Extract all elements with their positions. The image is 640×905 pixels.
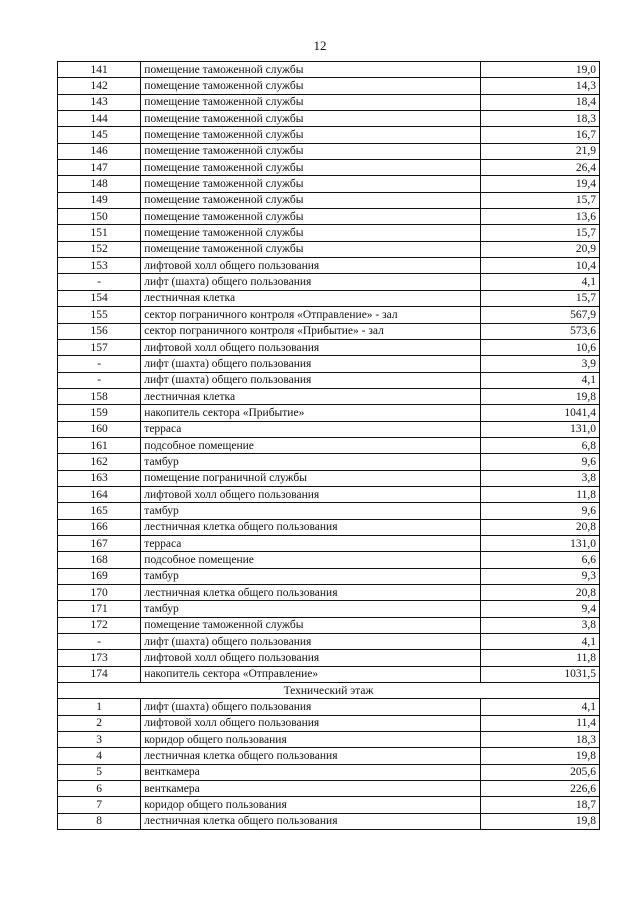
room-number-cell: -	[58, 372, 141, 388]
room-area-cell: 10,6	[480, 339, 599, 355]
rooms-table	[57, 61, 600, 830]
room-name-cell: лифт (шахта) общего пользования	[141, 634, 480, 650]
room-name-cell: лестничная клетка общего пользования	[141, 813, 480, 829]
room-name-cell: накопитель сектора «Отправление»	[141, 666, 480, 682]
page-number: 12	[313, 38, 327, 53]
room-name-cell: сектор пограничного контроля «Прибытие» - зал	[141, 323, 480, 339]
table-row	[58, 748, 600, 764]
table-row	[58, 160, 600, 176]
room-name-cell: помещение таможенной службы	[141, 225, 480, 241]
room-area-cell: 3,8	[480, 617, 599, 633]
table-row	[58, 111, 600, 127]
room-name-cell: лестничная клетка общего пользования	[141, 519, 480, 535]
room-name-cell: помещение таможенной службы	[141, 209, 480, 225]
table-row	[58, 388, 600, 404]
room-area-cell: 131,0	[480, 535, 599, 551]
room-area-cell: 9,6	[480, 503, 599, 519]
room-number-cell: 145	[58, 127, 141, 143]
room-name-cell: лифтовой холл общего пользования	[141, 339, 480, 355]
room-area-cell: 16,7	[480, 127, 599, 143]
room-number-cell: 8	[58, 813, 141, 829]
room-number-cell: 149	[58, 192, 141, 208]
room-number-cell: 171	[58, 601, 141, 617]
room-name-cell: помещение таможенной службы	[141, 94, 480, 110]
table-row	[58, 421, 600, 437]
room-number-cell: 152	[58, 241, 141, 257]
room-area-cell: 18,3	[480, 111, 599, 127]
room-area-cell: 15,7	[480, 225, 599, 241]
room-name-cell: лифт (шахта) общего пользования	[141, 699, 480, 715]
table-row	[58, 715, 600, 731]
room-number-cell: 170	[58, 585, 141, 601]
table-row	[58, 732, 600, 748]
room-area-cell: 4,1	[480, 634, 599, 650]
room-name-cell: лифт (шахта) общего пользования	[141, 372, 480, 388]
room-area-cell: 1031,5	[480, 666, 599, 682]
room-number-cell: 154	[58, 290, 141, 306]
room-number-cell: 147	[58, 160, 141, 176]
room-area-cell: 6,6	[480, 552, 599, 568]
room-area-cell: 18,3	[480, 732, 599, 748]
table-row	[58, 78, 600, 94]
room-number-cell: 4	[58, 748, 141, 764]
room-area-cell: 18,4	[480, 94, 599, 110]
room-name-cell: терраса	[141, 421, 480, 437]
room-number-cell: 163	[58, 470, 141, 486]
room-area-cell: 19,4	[480, 176, 599, 192]
table-row	[58, 274, 600, 290]
table-row	[58, 143, 600, 159]
table-row	[58, 225, 600, 241]
room-name-cell: лифтовой холл общего пользования	[141, 650, 480, 666]
room-name-cell: лестничная клетка	[141, 290, 480, 306]
room-number-cell: 162	[58, 454, 141, 470]
table-row	[58, 192, 600, 208]
room-number-cell: 164	[58, 486, 141, 502]
room-area-cell: 226,6	[480, 781, 599, 797]
room-area-cell: 19,8	[480, 388, 599, 404]
room-area-cell: 4,1	[480, 372, 599, 388]
room-number-cell: 161	[58, 437, 141, 453]
room-area-cell: 131,0	[480, 421, 599, 437]
room-name-cell: помещение таможенной службы	[141, 127, 480, 143]
room-name-cell: лифтовой холл общего пользования	[141, 715, 480, 731]
room-area-cell: 4,1	[480, 274, 599, 290]
room-number-cell: 159	[58, 405, 141, 421]
room-number-cell: 168	[58, 552, 141, 568]
room-number-cell: 142	[58, 78, 141, 94]
table-row	[58, 486, 600, 502]
room-name-cell: венткамера	[141, 764, 480, 780]
table-row	[58, 634, 600, 650]
table-row	[58, 585, 600, 601]
room-name-cell: помещение таможенной службы	[141, 617, 480, 633]
table-row	[58, 290, 600, 306]
room-name-cell: помещение таможенной службы	[141, 192, 480, 208]
room-area-cell: 15,7	[480, 192, 599, 208]
room-number-cell: 158	[58, 388, 141, 404]
room-area-cell: 205,6	[480, 764, 599, 780]
room-number-cell: 173	[58, 650, 141, 666]
room-area-cell: 9,6	[480, 454, 599, 470]
room-name-cell: помещение таможенной службы	[141, 111, 480, 127]
room-name-cell: помещение таможенной службы	[141, 78, 480, 94]
room-name-cell: лифт (шахта) общего пользования	[141, 274, 480, 290]
room-name-cell: помещение таможенной службы	[141, 241, 480, 257]
room-number-cell: -	[58, 634, 141, 650]
room-number-cell: 156	[58, 323, 141, 339]
table-row	[58, 437, 600, 453]
room-name-cell: подсобное помещение	[141, 437, 480, 453]
table-row	[58, 813, 600, 829]
table-row	[58, 372, 600, 388]
table-row	[58, 176, 600, 192]
room-area-cell: 567,9	[480, 307, 599, 323]
table-row	[58, 503, 600, 519]
room-area-cell: 19,0	[480, 62, 599, 78]
room-number-cell: 7	[58, 797, 141, 813]
room-area-cell: 9,3	[480, 568, 599, 584]
room-number-cell: 144	[58, 111, 141, 127]
table-row	[58, 454, 600, 470]
table-row	[58, 470, 600, 486]
room-area-cell: 11,8	[480, 486, 599, 502]
room-area-cell: 15,7	[480, 290, 599, 306]
table-row	[58, 241, 600, 257]
room-name-cell: коридор общего пользования	[141, 797, 480, 813]
room-number-cell: 3	[58, 732, 141, 748]
room-number-cell: 6	[58, 781, 141, 797]
section-header-row	[58, 683, 600, 699]
room-area-cell: 20,8	[480, 519, 599, 535]
room-number-cell: 153	[58, 258, 141, 274]
room-number-cell: 172	[58, 617, 141, 633]
room-number-cell: 157	[58, 339, 141, 355]
table-row	[58, 666, 600, 682]
room-number-cell: 169	[58, 568, 141, 584]
table-row	[58, 568, 600, 584]
room-number-cell: 165	[58, 503, 141, 519]
room-number-cell: 146	[58, 143, 141, 159]
room-area-cell: 26,4	[480, 160, 599, 176]
room-name-cell: помещение таможенной службы	[141, 160, 480, 176]
room-number-cell: 143	[58, 94, 141, 110]
room-area-cell: 20,8	[480, 585, 599, 601]
table-row	[58, 339, 600, 355]
room-area-cell: 19,8	[480, 813, 599, 829]
room-name-cell: лифтовой холл общего пользования	[141, 486, 480, 502]
room-area-cell: 6,8	[480, 437, 599, 453]
room-area-cell: 11,8	[480, 650, 599, 666]
table-row	[58, 617, 600, 633]
room-name-cell: лестничная клетка	[141, 388, 480, 404]
room-name-cell: помещение таможенной службы	[141, 143, 480, 159]
room-number-cell: 166	[58, 519, 141, 535]
room-name-cell: венткамера	[141, 781, 480, 797]
room-number-cell: 141	[58, 62, 141, 78]
room-number-cell: 151	[58, 225, 141, 241]
room-name-cell: сектор пограничного контроля «Отправление» - зал	[141, 307, 480, 323]
room-name-cell: лестничная клетка общего пользования	[141, 748, 480, 764]
room-area-cell: 20,9	[480, 241, 599, 257]
table-row	[58, 535, 600, 551]
room-area-cell: 3,8	[480, 470, 599, 486]
room-area-cell: 4,1	[480, 699, 599, 715]
room-name-cell: тамбур	[141, 568, 480, 584]
room-name-cell: подсобное помещение	[141, 552, 480, 568]
table-row	[58, 323, 600, 339]
rooms-table-body	[58, 62, 600, 830]
room-name-cell: лестничная клетка общего пользования	[141, 585, 480, 601]
room-name-cell: тамбур	[141, 503, 480, 519]
section-title: Технический этаж	[58, 683, 600, 699]
table-row	[58, 519, 600, 535]
room-area-cell: 10,4	[480, 258, 599, 274]
table-row	[58, 650, 600, 666]
room-name-cell: помещение таможенной службы	[141, 176, 480, 192]
table-row	[58, 94, 600, 110]
table-row	[58, 62, 600, 78]
room-area-cell: 9,4	[480, 601, 599, 617]
table-row	[58, 552, 600, 568]
room-number-cell: -	[58, 274, 141, 290]
room-name-cell: помещение таможенной службы	[141, 62, 480, 78]
room-area-cell: 11,4	[480, 715, 599, 731]
table-row	[58, 781, 600, 797]
room-number-cell: 5	[58, 764, 141, 780]
room-area-cell: 573,6	[480, 323, 599, 339]
room-name-cell: помещение пограничной службы	[141, 470, 480, 486]
room-number-cell: 167	[58, 535, 141, 551]
table-row	[58, 601, 600, 617]
table-row	[58, 797, 600, 813]
room-name-cell: лифт (шахта) общего пользования	[141, 356, 480, 372]
table-row	[58, 356, 600, 372]
room-name-cell: терраса	[141, 535, 480, 551]
room-number-cell: 160	[58, 421, 141, 437]
room-area-cell: 13,6	[480, 209, 599, 225]
room-number-cell: 174	[58, 666, 141, 682]
room-area-cell: 3,9	[480, 356, 599, 372]
room-name-cell: тамбур	[141, 454, 480, 470]
table-row	[58, 258, 600, 274]
room-area-cell: 21,9	[480, 143, 599, 159]
table-row	[58, 699, 600, 715]
table-row	[58, 307, 600, 323]
room-name-cell: лифтовой холл общего пользования	[141, 258, 480, 274]
room-name-cell: тамбур	[141, 601, 480, 617]
table-row	[58, 764, 600, 780]
room-area-cell: 19,8	[480, 748, 599, 764]
table-row	[58, 209, 600, 225]
room-area-cell: 14,3	[480, 78, 599, 94]
table-row	[58, 405, 600, 421]
room-number-cell: 150	[58, 209, 141, 225]
room-area-cell: 18,7	[480, 797, 599, 813]
room-number-cell: 2	[58, 715, 141, 731]
room-area-cell: 1041,4	[480, 405, 599, 421]
room-number-cell: 1	[58, 699, 141, 715]
room-number-cell: -	[58, 356, 141, 372]
room-name-cell: накопитель сектора «Прибытие»	[141, 405, 480, 421]
room-name-cell: коридор общего пользования	[141, 732, 480, 748]
room-number-cell: 148	[58, 176, 141, 192]
room-number-cell: 155	[58, 307, 141, 323]
table-row	[58, 127, 600, 143]
